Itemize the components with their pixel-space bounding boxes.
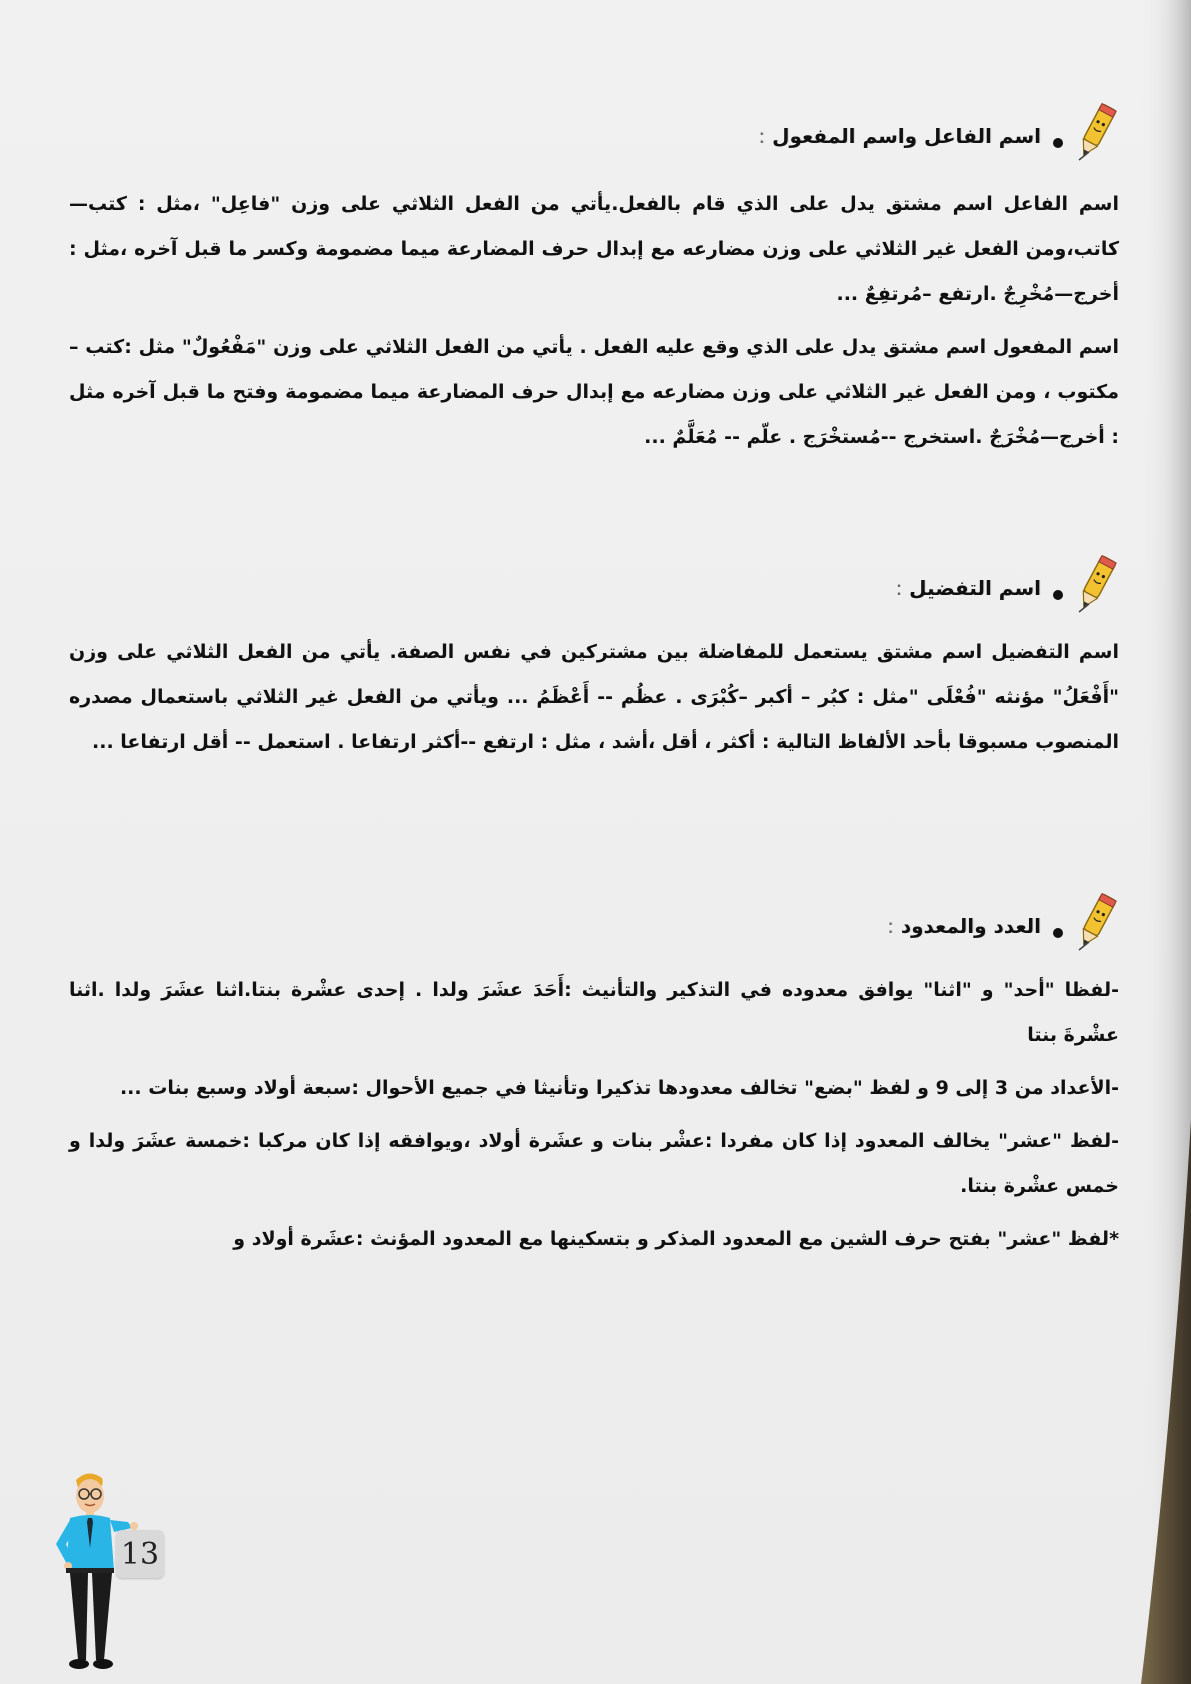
paragraph: *لفظ "عشر" بفتح حرف الشين مع المعدود المذكر و بتسكينها مع المعدود المؤنث :عشَرة أولاد و <box>233 1228 1119 1250</box>
bullet-icon <box>1053 928 1063 938</box>
section-heading <box>69 552 1119 622</box>
section-comparative <box>69 552 1119 765</box>
section-heading <box>69 890 1119 960</box>
section-title: العدد والمعدود : <box>887 914 1041 938</box>
pencil-icon <box>1073 552 1119 616</box>
section-numbers-and-counted <box>69 890 1119 1262</box>
section-body <box>69 630 1119 765</box>
pencil-icon <box>1073 890 1119 954</box>
paragraph: اسم المفعول اسم مشتق يدل على الذي وقع عليه الفعل . يأتي من الفعل الثلاثي على وزن "مَفْعُولٌ" مثل :كتب – مكتوب ، ومن الفعل غير الثلاثي على وزن مضارعه مع إبدال حرف المضارعة ميما مضمومة وفتح ما قبل آخره مثل : أخرج—مُخْرَجٌ .استخرج --مُستخْرَج . علّم -- مُعَلَّمٌ ... <box>69 336 1119 448</box>
pencil-icon <box>1073 100 1119 164</box>
bullet-icon <box>1053 590 1063 600</box>
section-body <box>69 182 1119 460</box>
bullet-icon <box>1053 138 1063 148</box>
section-title: اسم الفاعل واسم المفعول : <box>758 124 1041 148</box>
section-title: اسم التفضيل : <box>895 576 1041 600</box>
paragraph: -الأعداد من 3 إلى 9 و لفظ "بضع" تخالف معدودها تذكيرا وتأنيثا في جميع الأحوال :سبعة أولاد وسبع بنات ... <box>119 1077 1119 1099</box>
section-active-passive-participle <box>69 100 1119 460</box>
section-heading <box>69 100 1119 170</box>
paragraph: -لفظا "أحد" و "اثنا" يوافق معدوده في التذكير والتأنيث :أَحَدَ عشَرَ ولدا . إحدى عشْرة بنتا.اثنا عشَرَ ولدا .اثنا عشْرةَ بنتا <box>69 979 1119 1046</box>
paragraph: -لفظ "عشر" يخالف المعدود إذا كان مفردا :عشْر بنات و عشَرة أولاد ،ويوافقه إذا كان مركبا :خمسة عشَرَ ولدا و خمس عشْرة بنتا. <box>69 1130 1119 1197</box>
paragraph: اسم الفاعل اسم مشتق يدل على الذي قام بالفعل.يأتي من الفعل الثلاثي على وزن "فاعِل" ،مثل : كتب— كاتب،ومن الفعل غير الثلاثي على وزن مضارعه مع إبدال حرف المضارعة ميما مضمومة وكسر ما قبل آخره ،مثل : أخرج—مُخْرِجٌ .ارتفع –مُرتفِعٌ ... <box>69 193 1119 305</box>
section-body <box>69 968 1119 1262</box>
page-number: 13 <box>116 1530 164 1578</box>
paragraph: اسم التفضيل اسم مشتق يستعمل للمفاضلة بين مشتركين في نفس الصفة. يأتي من الفعل الثلاثي على وزن "أَفْعَلُ" مؤنثه "فُعْلَى "مثل : كبُر – أكبر –كُبْرَى . عظُم -- أَعْظَمُ ... ويأتي من الفعل غير الثلاثي باستعمال مصدره المنصوب مسبوقا بأحد الألفاظ التالية : أكثر ، أقل ،أشد ، مثل : ارتفع --أكثر ارتفاعا . استعمل -- أقل ارتفاعا ... <box>69 641 1119 753</box>
